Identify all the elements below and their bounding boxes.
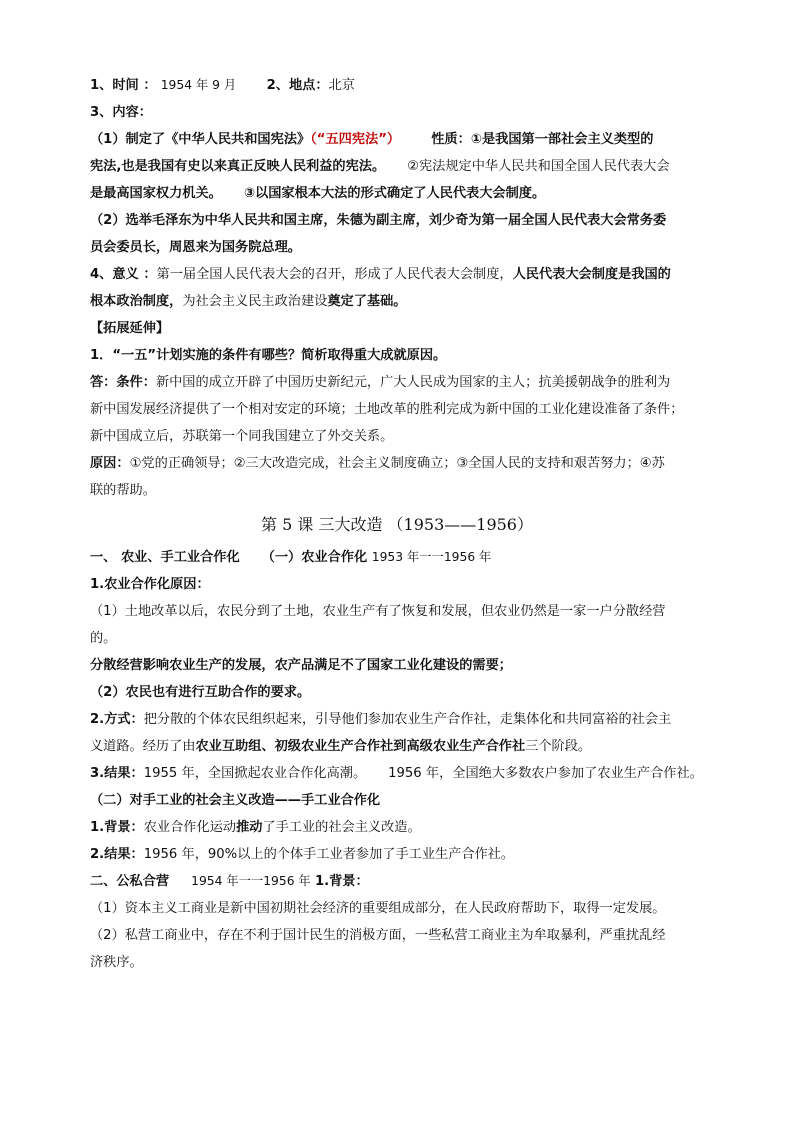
content-line-3: 是最高国家权力机关。 ③以国家根本大法的形式确定了人民代表大会制度。 — [90, 186, 546, 201]
method-line-2: 义道路。经历了由农业互助组、初级农业生产合作社到高级农业生产合作社三个阶段。 — [90, 739, 592, 754]
time-value: 1954 年 9 月 — [160, 78, 237, 92]
place-value: 北京 — [328, 78, 355, 93]
background-line-3: 济秩序。 — [90, 955, 143, 970]
document-page — [90, 72, 704, 976]
handicraft-result: 2.结果：1956 年，90%以上的个体手工业者参加了手工业生产合作社。 — [90, 847, 515, 862]
cause-line-4: （2）农民也有进行互助合作的要求。 — [90, 685, 311, 700]
content-heading: 3、内容： — [90, 105, 152, 120]
handicraft-background: 1.背景：农业合作化运动推动了手工业的社会主义改造。 — [90, 820, 421, 835]
cause-heading: 1.农业合作化原因： — [90, 577, 210, 592]
cause-line-1: （1）土地改革以后，农民分到了土地，农业生产有了恢复和发展，但农业仍然是一家一户分散经营 — [90, 604, 666, 619]
answer-line-3: 新中国成立后，苏联第一个同我国建立了外交关系。 — [90, 429, 394, 444]
content-line-1: （1）制定了《中华人民共和国宪法》（“五四宪法”） 性质：①是我国第一部社会主义类型的 — [90, 132, 654, 147]
section-two-heading: 二、公私合营 1954 年一一1956 年 1.背景： — [90, 874, 369, 889]
answer-line-2: 新中国发展经济提供了一个相对安定的环境；土地改革的胜利完成为新中国的工业化建设准备了条件； — [90, 402, 684, 417]
reason-line-1: 原因：①党的正确领导；②三大改造完成，社会主义制度确立；③全国人民的支持和艰苦努力；④苏 — [90, 456, 665, 471]
extension-heading: 【拓展延伸】 — [90, 321, 170, 336]
extension-question: 1．“一五”计划实施的条件有哪些？简析取得重大成就原因。 — [90, 348, 447, 363]
result-line: 3.结果：1955 年，全国掀起农业合作化高潮。 1956 年，全国绝大多数农户参加了农业生产合作社。 — [90, 766, 703, 781]
content-line-5: 员会委员长，周恩来为国务院总理。 — [90, 240, 301, 255]
significance-line-1: 4、意义 ：第一届全国人民代表大会的召开，形成了人民代表大会制度，人民代表大会制度是我国的 — [90, 267, 671, 282]
time-label: 1、时间 ： — [90, 78, 157, 93]
method-line-1: 2.方式：把分散的个体农民组织起来，引导他们参加农业生产合作社，走集体化和共同富裕的社会主 — [90, 712, 672, 727]
cause-line-2: 的。 — [90, 631, 117, 646]
background-line-2: （2）私营工商业中，存在不利于国计民生的消极方面，一些私营工商业主为牟取暴利，严重扰乱经 — [90, 928, 666, 943]
place-label: 2、地点： — [266, 78, 329, 93]
section-one-heading: 一、 农业、手工业合作化 （一）农业合作化 1953 年一一1956 年 — [90, 550, 492, 565]
answer-line-1: 答：条件：新中国的成立开辟了中国历史新纪元，广大人民成为国家的主人；抗美援朝战争的胜利为 — [90, 375, 671, 390]
content-line-2: 宪法,也是我国有史以来真正反映人民利益的宪法。 ②宪法规定中华人民共和国全国人民代表大会 — [90, 159, 670, 174]
handicraft-heading: （二）对手工业的社会主义改造——手工业合作化 — [90, 793, 381, 808]
content-line-4: （2）选举毛泽东为中华人民共和国主席，朱德为副主席，刘少奇为第一届全国人民代表大会常务委 — [90, 213, 667, 228]
cause-line-3: 分散经营影响农业生产的发展，农产品满足不了国家工业化建设的需要； — [90, 658, 512, 673]
significance-line-2: 根本政治制度，为社会主义民主政治建设奠定了基础。 — [90, 294, 407, 309]
line-time-place — [90, 72, 704, 99]
lesson-title: 第 5 课 三大改造 （1953——1956） — [261, 515, 533, 534]
wusi-constitution: （“五四宪法”） — [310, 132, 401, 147]
background-line-1: （1）资本主义工商业是新中国初期社会经济的重要组成部分，在人民政府帮助下，取得一定发展。 — [90, 901, 666, 916]
reason-line-2: 联的帮助。 — [90, 483, 156, 498]
